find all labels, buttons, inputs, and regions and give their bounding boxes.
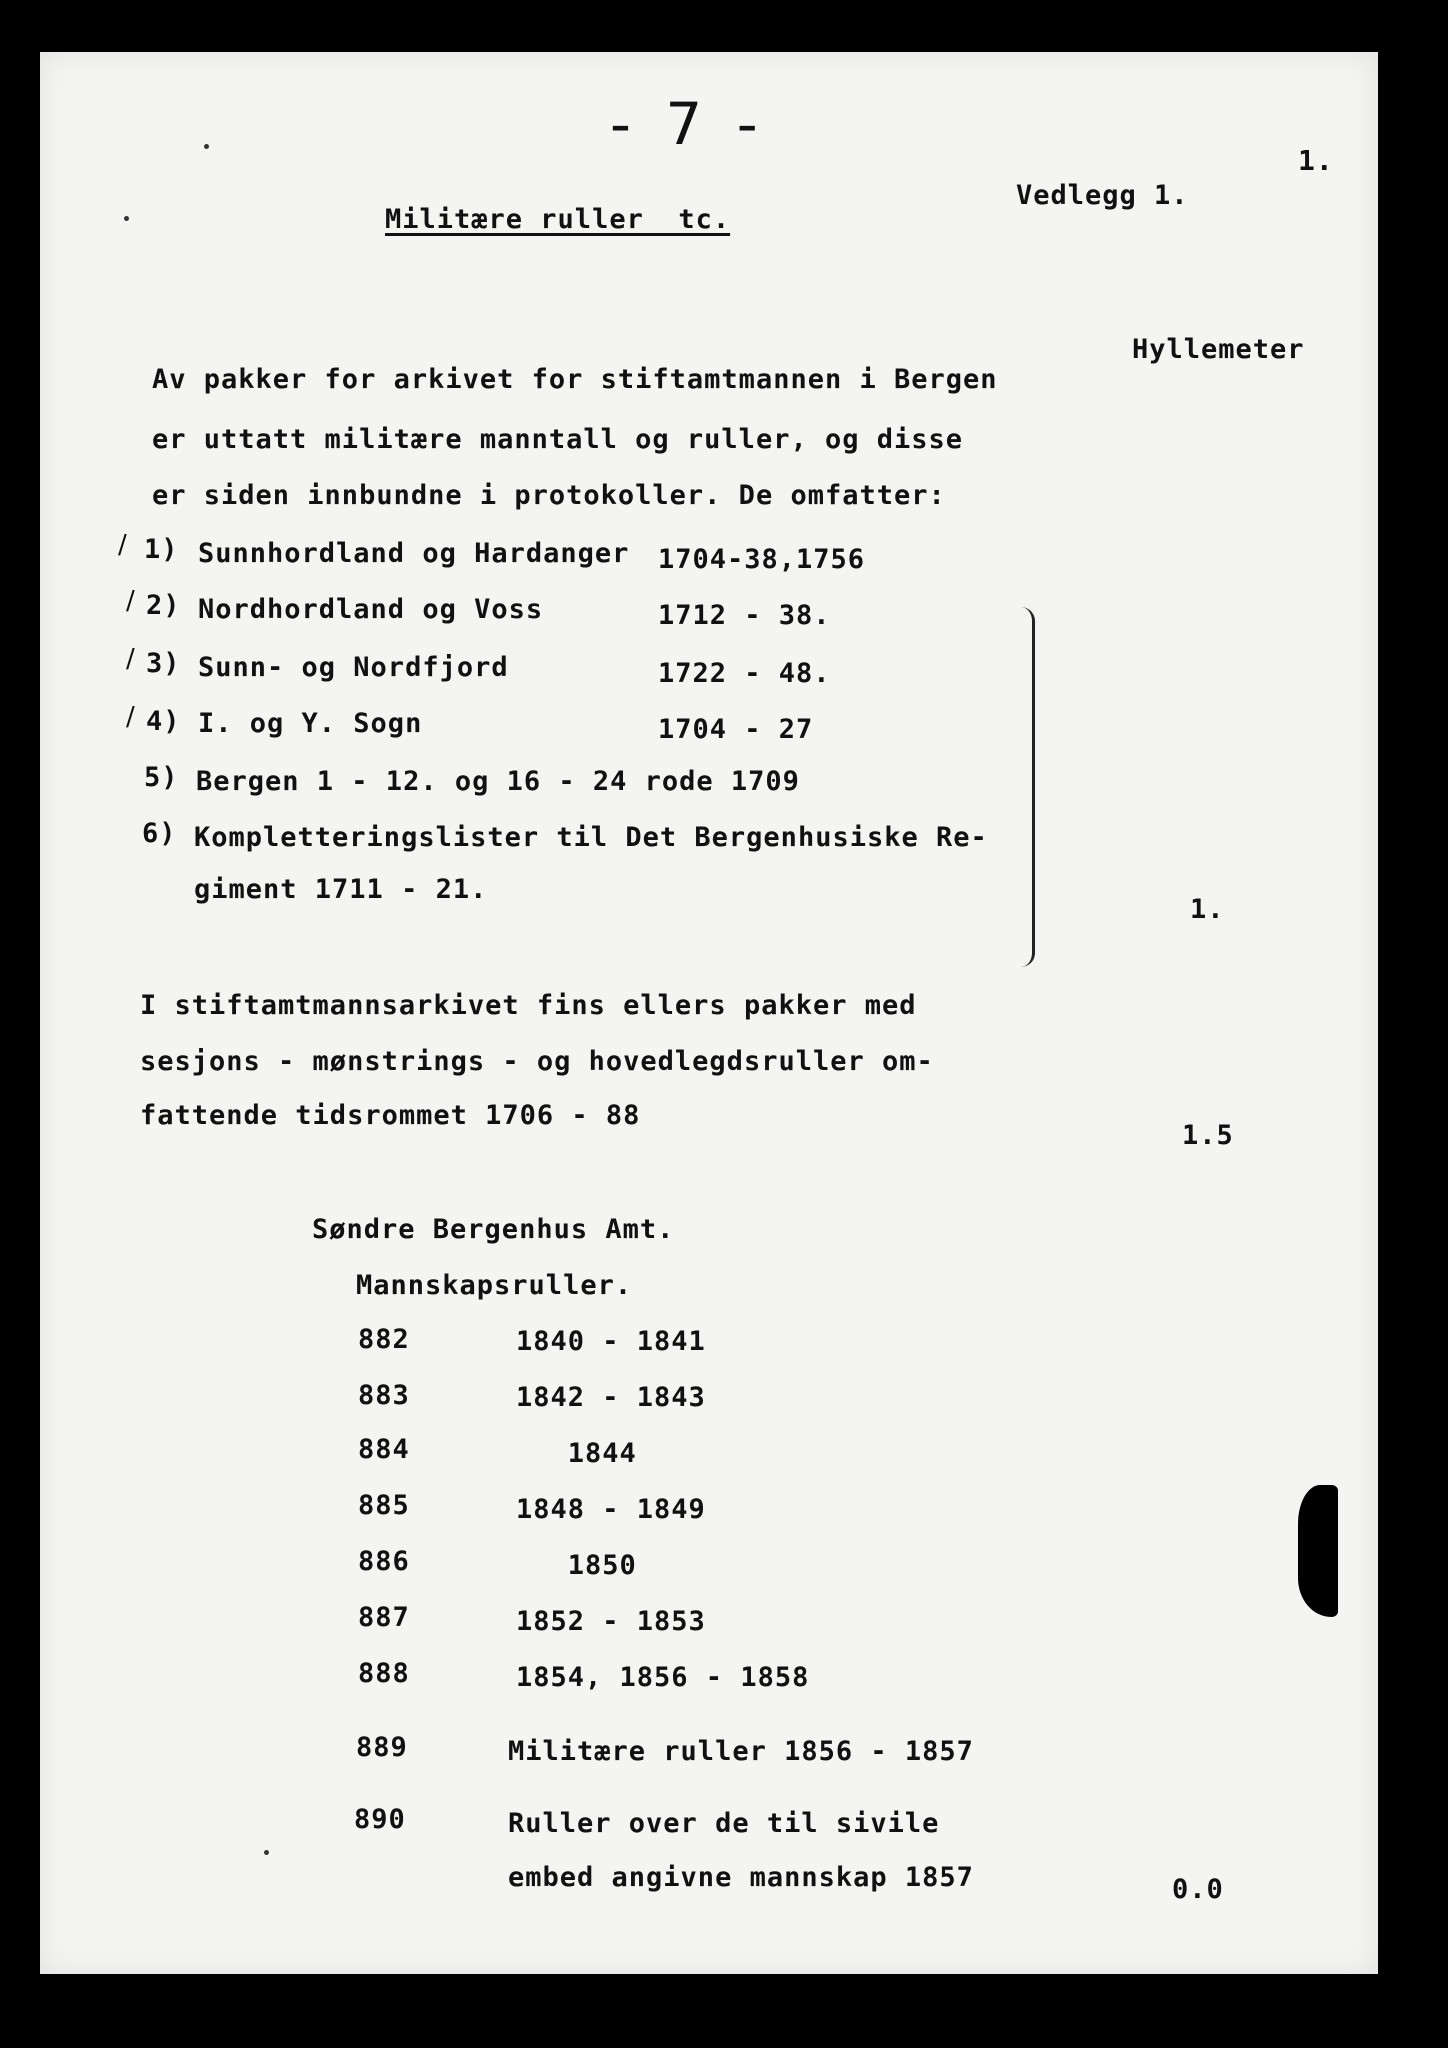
ink-blot (1298, 1485, 1338, 1617)
roll-number: 887 (358, 1602, 410, 1633)
section-heading: Søndre Bergenhus Amt. (312, 1214, 675, 1245)
list-item-number: 6) (142, 818, 177, 849)
shelf-meter-2: 1.5 (1182, 1120, 1234, 1151)
list-item-name: I. og Y. Sogn (198, 708, 423, 739)
check-mark-3: ∕ (126, 644, 136, 674)
list-item-name: Nordhordland og Voss (198, 594, 544, 625)
paragraph-line-1: I stiftamtmannsarkivet fins ellers pakker med (140, 990, 917, 1021)
list-item-name: Bergen 1 - 12. og 16 - 24 rode 1709 (196, 766, 800, 797)
list-item-number: 3) (146, 648, 181, 679)
roll-number: 890 (354, 1804, 406, 1835)
list-item-number: 1) (144, 534, 179, 565)
roll-years: 1842 - 1843 (516, 1382, 706, 1413)
list-item-continuation: giment 1711 - 21. (194, 874, 488, 905)
shelf-meter-1: 1. (1190, 894, 1225, 925)
intro-line-1: Av pakker for arkivet for stiftamtmannen i Bergen (152, 364, 998, 395)
roll-years: 1840 - 1841 (516, 1326, 706, 1357)
roll-years: 1850 (516, 1550, 637, 1581)
check-mark-2: ∕ (126, 586, 136, 616)
list-item-number: 5) (144, 762, 179, 793)
section-subheading: Mannskapsruller. (356, 1270, 633, 1301)
document-title: Militære ruller tc. (385, 204, 731, 235)
check-mark-1: ∕ (118, 530, 128, 560)
roll-number: 889 (356, 1732, 408, 1763)
intro-line-3: er siden innbundne i protokoller. De omfatter: (152, 480, 946, 511)
roll-years: 1854, 1856 - 1858 (516, 1662, 810, 1693)
document-page (40, 52, 1378, 1974)
roll-last-line: embed angivne mannskap 1857 (508, 1862, 974, 1893)
check-mark-4: ∕ (126, 702, 136, 732)
roll-number: 886 (358, 1546, 410, 1577)
roll-years: 1844 (516, 1438, 637, 1469)
list-item-years: 1722 - 48. (658, 658, 831, 689)
intro-line-2: er uttatt militære manntall og ruller, og disse (152, 424, 964, 455)
list-item-name: Sunnhordland og Hardanger (198, 538, 630, 569)
list-item-name: Sunn- og Nordfjord (198, 652, 509, 683)
roll-years: 1852 - 1853 (516, 1606, 706, 1637)
list-item-number: 4) (146, 706, 181, 737)
roll-number: 888 (358, 1658, 410, 1689)
roll-years: Militære ruller 1856 - 1857 (508, 1736, 974, 1767)
speck (204, 144, 209, 149)
corner-number: 1. (1298, 144, 1334, 177)
list-item-name: Kompletteringslister til Det Bergenhusiske Re- (194, 822, 988, 853)
roll-years: 1848 - 1849 (516, 1494, 706, 1525)
page-number: - 7 - (610, 90, 766, 158)
paragraph-line-2: sesjons - mønstrings - og hovedlegdsruller om- (140, 1046, 934, 1077)
list-item-number: 2) (146, 590, 181, 621)
shelf-meter-3: 0.0 (1172, 1874, 1224, 1905)
speck (124, 216, 129, 221)
bracket (1018, 607, 1035, 967)
side-heading: Hyllemeter (1132, 334, 1305, 365)
roll-years: Ruller over de til sivile (508, 1808, 940, 1839)
list-item-years: 1704 - 27 (658, 714, 814, 745)
speck (264, 1850, 269, 1855)
paragraph-line-3: fattende tidsrommet 1706 - 88 (140, 1100, 641, 1131)
roll-number: 883 (358, 1380, 410, 1411)
list-item-years: 1712 - 38. (658, 600, 831, 631)
roll-number: 885 (358, 1490, 410, 1521)
attachment-label: Vedlegg 1. (1016, 180, 1189, 211)
roll-number: 884 (358, 1434, 410, 1465)
roll-number: 882 (358, 1324, 410, 1355)
list-item-years: 1704-38,1756 (658, 544, 866, 575)
